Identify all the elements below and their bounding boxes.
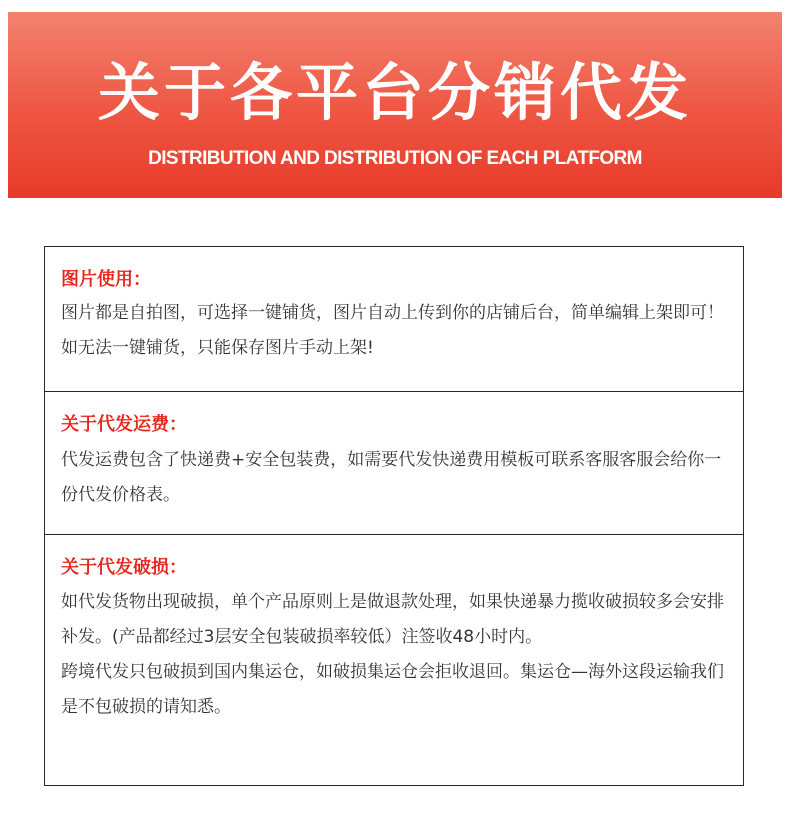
section-title: 关于代发破损： — [61, 557, 187, 578]
section-paragraph: 如代发货物出现破损，单个产品原则上是做退款处理，如果快递暴力揽收破损较多会安排补发。(产品都经过3层安全包装破损率较低）注签收48小时内。 — [61, 592, 724, 647]
section-paragraph: 图片都是自拍图，可选择一键铺货，图片自动上传到你的店铺后台，简单编辑上架即可！如无法一键铺货，只能保存图片手动上架! — [61, 303, 724, 358]
banner-title: 关于各平台分销代发 — [97, 56, 692, 129]
section-damage-policy — [44, 534, 744, 786]
section-title: 关于代发运费： — [61, 414, 187, 435]
section-shipping-fee — [44, 391, 744, 535]
section-body — [61, 296, 731, 366]
header-banner — [8, 12, 782, 198]
section-body — [61, 443, 731, 513]
banner-subtitle: DISTRIBUTION AND DISTRIBUTION OF EACH PLATFORM — [148, 148, 642, 169]
section-paragraph: 代发运费包含了快递费+安全包装费，如需要代发快递费用模板可联系客服客服会给你一份代发价格表。 — [61, 450, 722, 505]
section-title: 图片使用： — [61, 269, 151, 290]
section-body — [61, 585, 731, 725]
section-paragraph: 跨境代发只包破损到国内集运仓，如破损集运仓会拒收退回。集运仓—海外这段运输我们是不包破损的请知悉。 — [61, 662, 724, 717]
section-image-usage — [44, 246, 744, 392]
